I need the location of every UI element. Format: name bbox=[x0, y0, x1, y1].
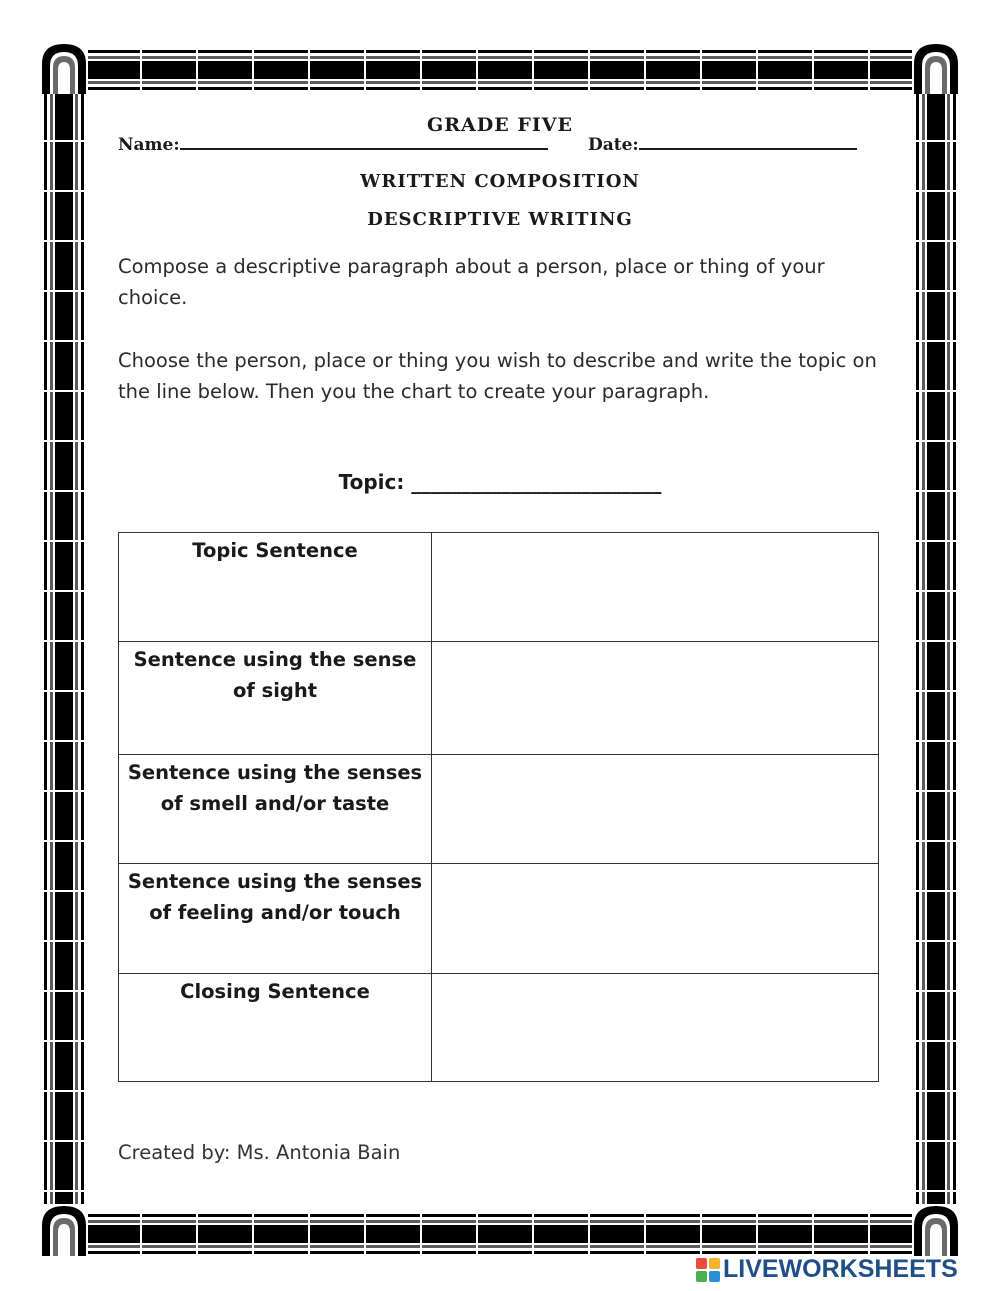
liveworksheets-watermark[interactable] bbox=[696, 1255, 958, 1287]
corner-arch-icon bbox=[912, 42, 960, 94]
bottom-border bbox=[86, 1214, 914, 1254]
date-label: Date: bbox=[588, 135, 639, 155]
topic-blank-line[interactable]: _________________________ bbox=[411, 470, 662, 494]
watermark-text: LIVEWORKSHEETS bbox=[723, 1255, 958, 1283]
heading-descriptive-writing: DESCRIPTIVE WRITING bbox=[367, 209, 633, 230]
response-cell-feeling-touch[interactable] bbox=[432, 864, 879, 974]
row-label-smell-taste: Sentence using the senses of smell and/or taste bbox=[119, 755, 432, 864]
author-credit: Created by: Ms. Antonia Bain bbox=[118, 1141, 401, 1164]
name-field[interactable] bbox=[118, 134, 548, 155]
response-cell-closing-sentence[interactable] bbox=[432, 974, 879, 1082]
table-row bbox=[119, 533, 879, 642]
name-label: Name: bbox=[118, 135, 180, 155]
date-field[interactable] bbox=[588, 134, 857, 155]
table-row bbox=[119, 755, 879, 864]
response-cell-smell-taste[interactable] bbox=[432, 755, 879, 864]
topic-label: Topic: bbox=[338, 470, 405, 494]
paragraph-chart bbox=[118, 532, 879, 1082]
instruction-paragraph-2: Choose the person, place or thing you wish to describe and write the topic on the line below. Then you the chart to create your paragraph. bbox=[118, 349, 877, 403]
top-border bbox=[86, 50, 914, 90]
corner-arch-icon bbox=[912, 1204, 960, 1256]
corner-arch-icon bbox=[40, 1204, 88, 1256]
table-row bbox=[119, 642, 879, 755]
response-cell-topic-sentence[interactable] bbox=[432, 533, 879, 642]
heading-written-composition: WRITTEN COMPOSITION bbox=[360, 171, 640, 192]
right-border bbox=[916, 92, 956, 1210]
table-row bbox=[119, 864, 879, 974]
row-label-topic-sentence: Topic Sentence bbox=[119, 533, 432, 642]
table-row bbox=[119, 974, 879, 1082]
name-blank-line[interactable] bbox=[180, 134, 548, 150]
topic-field[interactable] bbox=[0, 470, 1000, 494]
instruction-paragraph-1: Compose a descriptive paragraph about a person, place or thing of your choice. bbox=[118, 255, 825, 309]
row-label-sight: Sentence using the sense of sight bbox=[119, 642, 432, 755]
left-border bbox=[44, 92, 84, 1210]
row-label-closing-sentence: Closing Sentence bbox=[119, 974, 432, 1082]
row-label-feeling-touch: Sentence using the senses of feeling and/or touch bbox=[119, 864, 432, 974]
liveworksheets-logo-icon bbox=[696, 1258, 720, 1282]
date-blank-line[interactable] bbox=[639, 134, 857, 150]
grade-heading: GRADE FIVE bbox=[427, 114, 573, 136]
corner-arch-icon bbox=[40, 42, 88, 94]
response-cell-sight[interactable] bbox=[432, 642, 879, 755]
